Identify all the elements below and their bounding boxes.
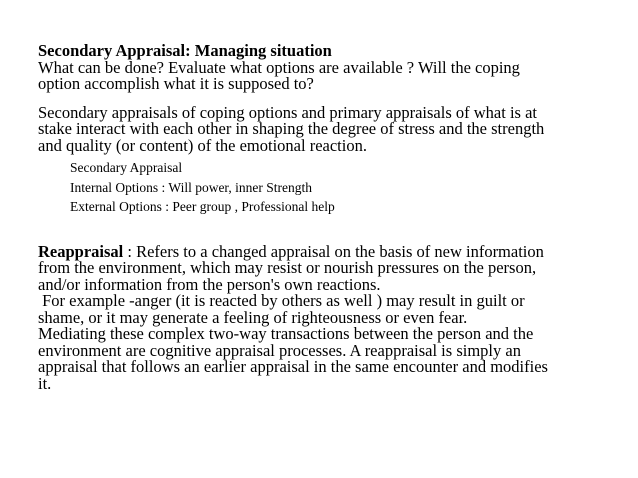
sublist-item: External Options : Peer group , Professional help — [70, 199, 335, 214]
text-line: environment are cognitive appraisal processes. A reappraisal is simply an — [38, 340, 521, 360]
secondary-appraisal-heading: Secondary Appraisal: Managing situation — [38, 41, 332, 60]
text-line: stake interact with each other in shaping the degree of stress and the strength — [38, 119, 545, 138]
text-line: from the environment, which may resist or nourish pressures on the person, — [38, 258, 537, 277]
text-line: and/or information from the person's own reactions. — [38, 274, 381, 294]
text-line: Secondary appraisals of coping options and primary appraisals of what is at — [38, 102, 537, 122]
text-line: it. — [38, 373, 52, 393]
text-line: : Refers to a changed appraisal on the basis of new information — [123, 241, 544, 261]
reappraisal-block — [38, 241, 598, 393]
reappraisal-term: Reappraisal — [38, 241, 124, 261]
text-line: Mediating these complex two-way transactions between the person and the — [38, 324, 534, 343]
text-line: What can be done? Evaluate what options are available ? Will the coping — [38, 57, 520, 77]
text-line: shame, or it may generate a feeling of righteousness or even fear. — [38, 307, 468, 327]
text-line: option accomplish what it is supposed to? — [38, 74, 314, 93]
text-line: For example -anger (it is reacted by others as well ) may result in guilt or — [38, 291, 525, 310]
slide-content — [38, 43, 598, 392]
text-line: appraisal that follows an earlier appraisal in the same encounter and modifies — [38, 357, 548, 376]
interaction-paragraph — [38, 102, 598, 155]
options-sublist — [70, 158, 598, 217]
text-line: and quality (or content) of the emotional reaction. — [38, 135, 367, 155]
secondary-appraisal-block — [38, 43, 598, 93]
sublist-item: Secondary Appraisal — [70, 160, 183, 175]
sublist-item: Internal Options : Will power, inner Strength — [70, 179, 312, 195]
